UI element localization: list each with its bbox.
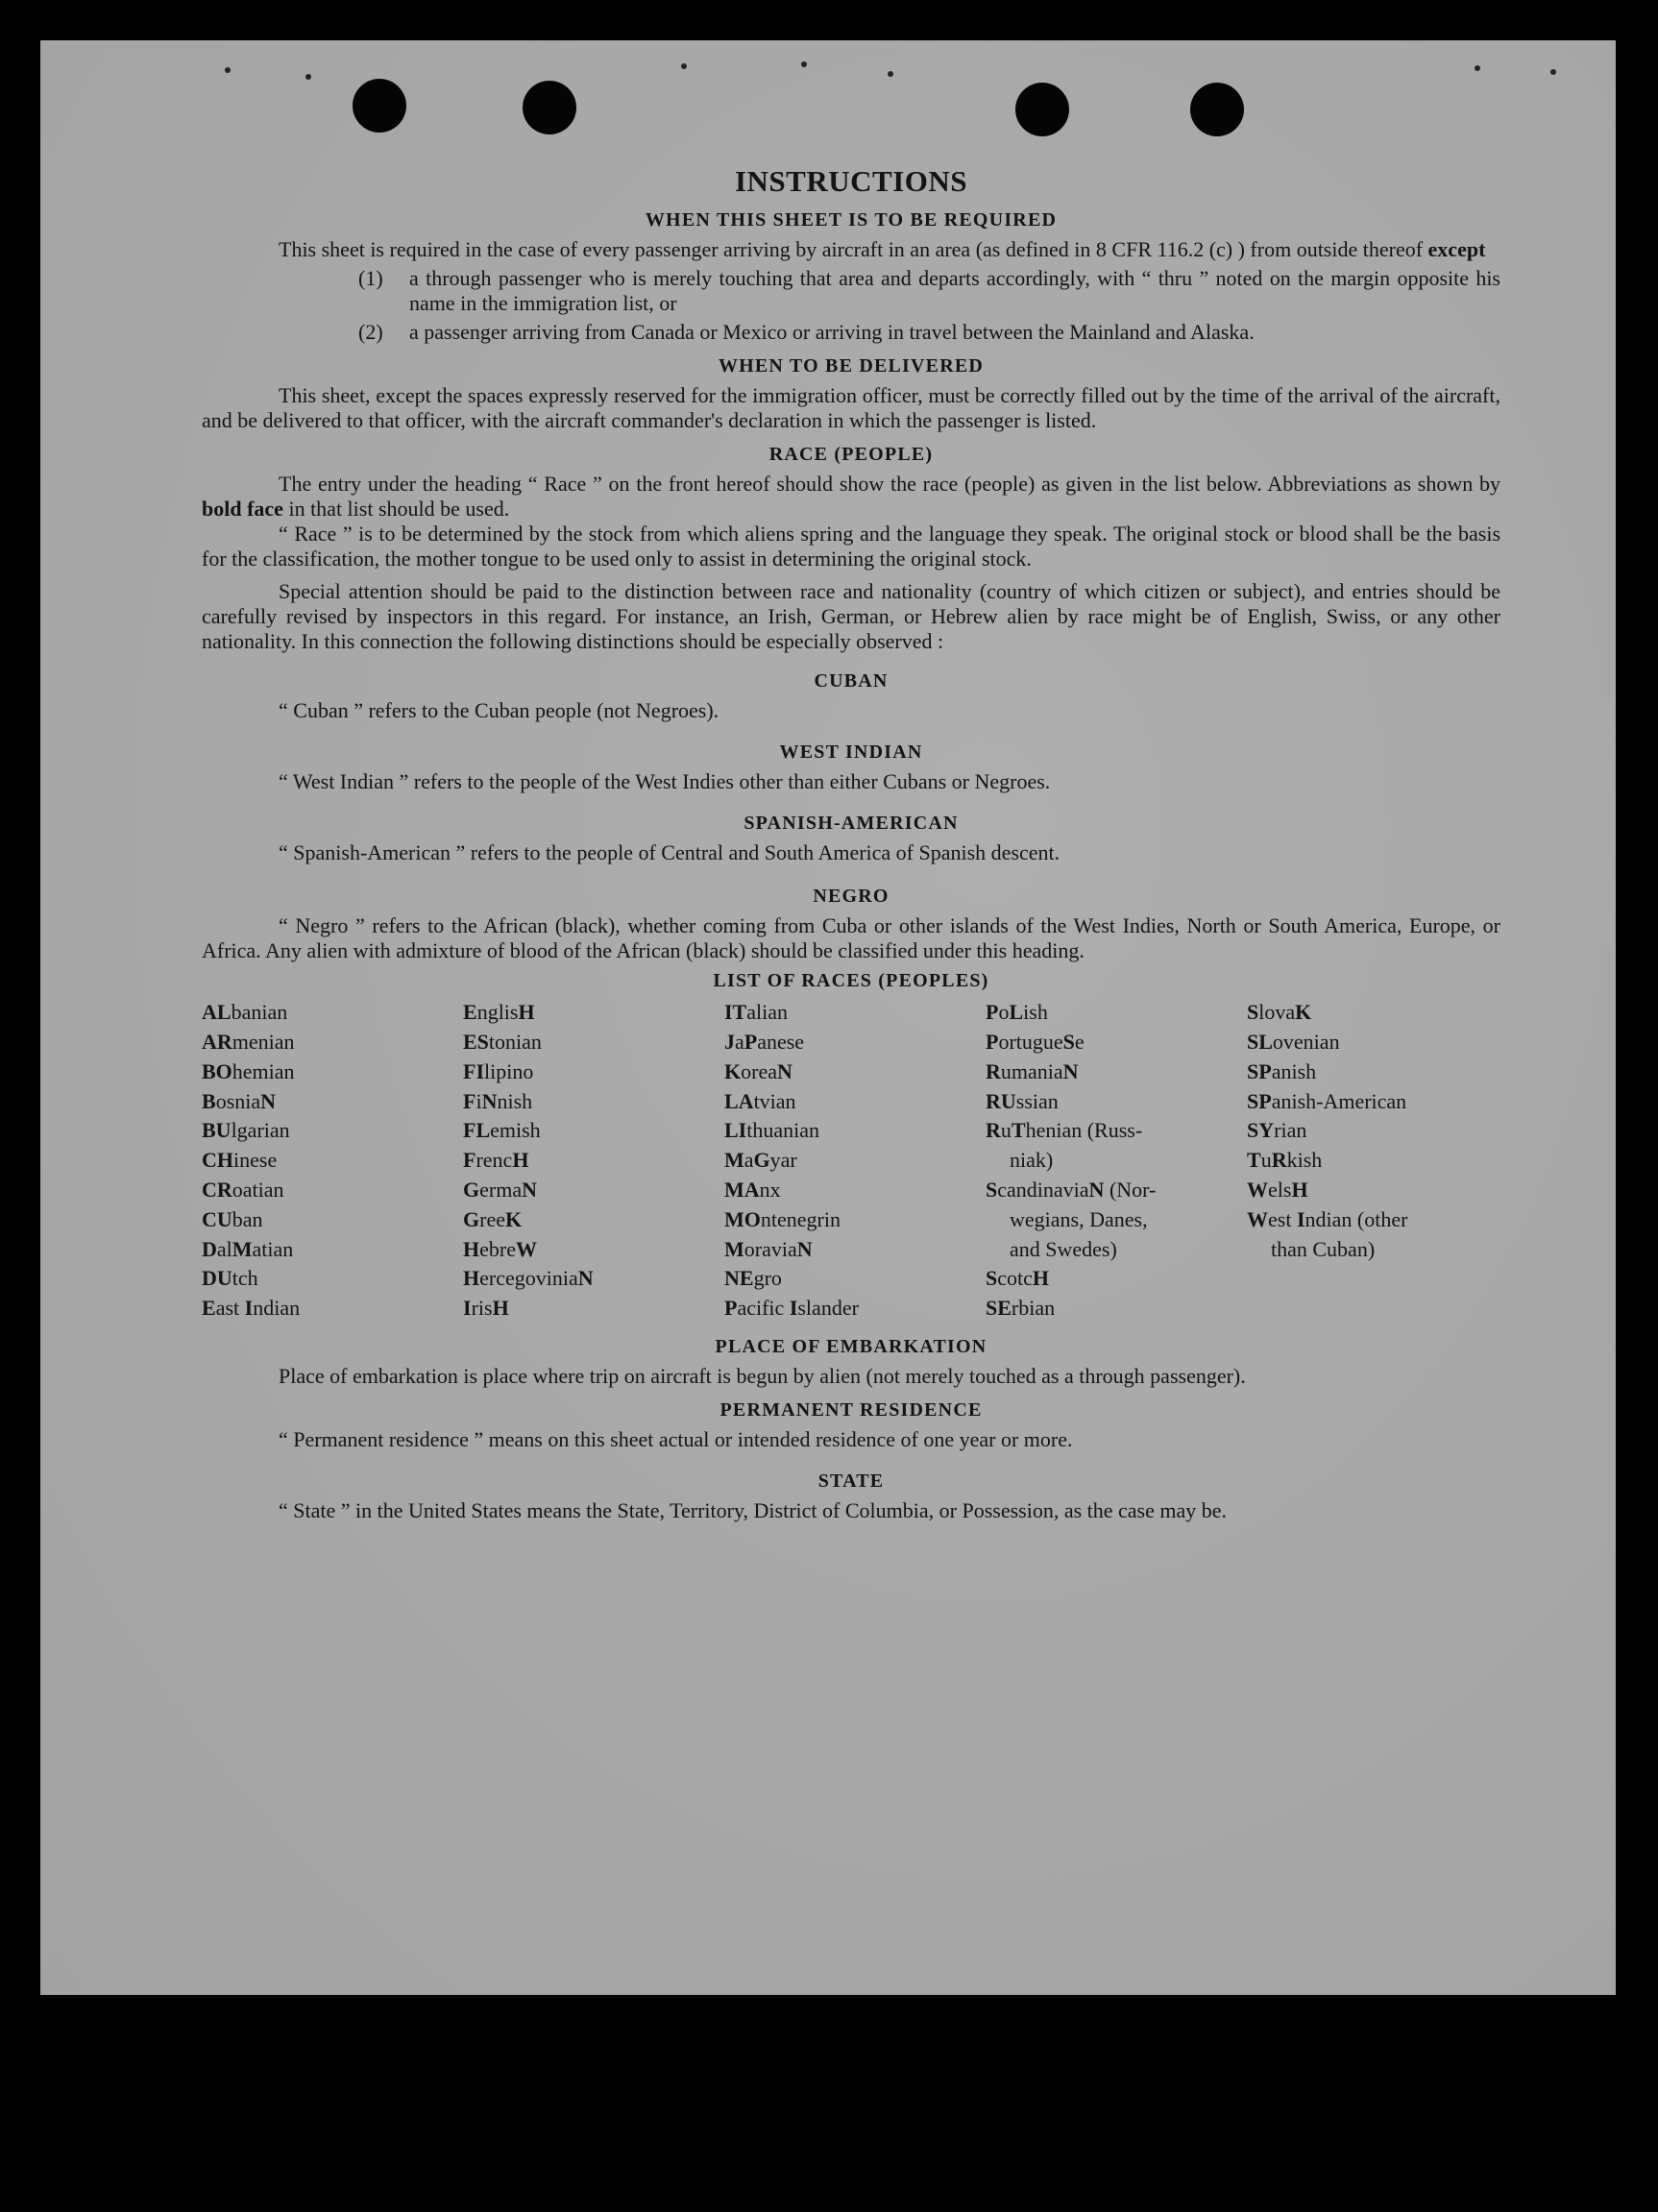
race-abbrev: I <box>463 1296 472 1321</box>
bold-text: except <box>1427 237 1486 262</box>
race-abbrev: N <box>1088 1177 1105 1202</box>
race-rest: orea <box>741 1058 777 1083</box>
race-abbrev: N <box>522 1177 537 1202</box>
race-abbrev: MO <box>724 1206 761 1231</box>
race-entry <box>463 1176 724 1205</box>
section-heading: WHEN TO BE DELIVERED <box>718 355 985 377</box>
race-abbrev: I <box>1296 1206 1305 1231</box>
race-entry <box>986 1028 1247 1057</box>
race-abbrev: W <box>1247 1206 1268 1231</box>
race-abbrev: SL <box>1247 1029 1273 1054</box>
race-rest: u <box>1000 1118 1012 1143</box>
paper-speck <box>681 63 687 69</box>
race-rest: henian (Russ- <box>1025 1118 1143 1143</box>
race-abbrev: M <box>232 1236 253 1261</box>
race-rest: ish <box>1023 1000 1048 1025</box>
race-abbrev: N <box>481 1088 498 1113</box>
race-rest: anish <box>1271 1058 1317 1083</box>
paper-speck <box>305 74 311 80</box>
race-entry <box>724 1146 986 1176</box>
race-abbrev: W <box>1247 1177 1268 1202</box>
race-column <box>986 998 1247 1324</box>
race-abbrev: BU <box>202 1118 232 1143</box>
race-entry <box>463 1264 724 1294</box>
race-rest: ast <box>215 1296 245 1321</box>
race-entry <box>986 1264 1247 1294</box>
race-abbrev: E <box>202 1296 216 1321</box>
race-abbrev: G <box>463 1177 480 1202</box>
race-abbrev: BO <box>202 1058 232 1083</box>
section-heading: PLACE OF EMBARKATION <box>715 1335 987 1357</box>
race-rest: nx <box>759 1177 781 1202</box>
race-abbrev: P <box>986 1029 999 1054</box>
race-entry <box>202 998 463 1028</box>
race-rest: emish <box>490 1118 541 1143</box>
section-heading: SPANISH-AMERICAN <box>744 813 959 835</box>
race-rest: ebre <box>479 1236 516 1261</box>
race-entry <box>1247 1116 1500 1146</box>
race-rest: erma <box>479 1177 523 1202</box>
race-entry <box>1247 1087 1500 1117</box>
race-rest: inese <box>233 1148 278 1173</box>
paper-speck <box>801 61 807 67</box>
race-rest: lova <box>1258 1000 1296 1025</box>
paper-speck <box>888 71 893 77</box>
race-rest: al <box>216 1236 232 1261</box>
race-abbrev: CU <box>202 1206 232 1231</box>
paragraph-text: This sheet is required in the case of every passenger arriving by aircraft in an area (as defined in 8 CFR 116.2 (c) ) from outside thereof <box>279 237 1424 262</box>
race-rest: ndian (other <box>1304 1206 1408 1231</box>
race-rest: lipino <box>484 1058 534 1083</box>
race-abbrev: FI <box>463 1058 484 1083</box>
race-entry-continued: than Cuban) <box>1271 1236 1376 1261</box>
race-abbrev: E <box>463 1000 477 1025</box>
race-rest: renc <box>475 1148 513 1173</box>
race-list <box>202 998 1500 1324</box>
race-entry <box>986 1294 1247 1324</box>
paragraph: “ Negro ” refers to the African (black), whether coming from Cuba or other islands of the West Indies, North or South America, Europe, or Africa. Any alien with admixture of blood of the African (black) should be classified under this heading. <box>202 913 1500 963</box>
race-abbrev: G <box>463 1206 480 1231</box>
race-column <box>202 998 463 1324</box>
race-abbrev: AR <box>202 1029 232 1054</box>
race-abbrev: T <box>1247 1148 1261 1173</box>
race-abbrev: J <box>724 1029 735 1054</box>
race-entry <box>463 1028 724 1057</box>
race-rest: tch <box>232 1266 258 1291</box>
race-entry <box>1247 998 1500 1028</box>
race-entry <box>724 1205 986 1235</box>
race-abbrev: CR <box>202 1177 232 1202</box>
race-rest: tonian <box>488 1029 542 1054</box>
paragraph: “ Cuban ” refers to the Cuban people (not Negroes). <box>279 698 719 723</box>
race-abbrev: W <box>515 1236 537 1261</box>
race-entry <box>202 1057 463 1087</box>
race-rest: alian <box>746 1000 789 1025</box>
race-rest: anish-American <box>1271 1088 1407 1113</box>
race-rest: yar <box>769 1148 797 1173</box>
paragraph-text: in that list should be used. <box>288 497 510 522</box>
race-abbrev: P <box>724 1296 738 1321</box>
race-entry <box>202 1235 463 1265</box>
race-rest: ris <box>471 1296 493 1321</box>
race-abbrev: H <box>463 1266 480 1291</box>
race-rest: nglis <box>476 1000 519 1025</box>
section-heading: LIST OF RACES (PEOPLES) <box>713 970 989 992</box>
race-entry <box>986 1057 1247 1087</box>
race-entry <box>1247 1205 1500 1235</box>
race-rest: gro <box>753 1266 782 1291</box>
paragraph: “ Spanish-American ” refers to the people of Central and South America of Spanish descent. <box>279 840 1061 865</box>
document-page <box>40 40 1616 1995</box>
race-abbrev: R <box>1271 1148 1287 1173</box>
paragraph <box>202 237 1500 262</box>
race-abbrev: L <box>1009 1000 1024 1025</box>
race-rest: ntenegrin <box>760 1206 841 1231</box>
race-abbrev: K <box>724 1058 742 1083</box>
race-entry <box>724 1028 986 1057</box>
section-heading: RACE (PEOPLE) <box>768 444 934 466</box>
race-entry <box>986 1116 1247 1146</box>
race-abbrev: H <box>463 1236 480 1261</box>
race-entry <box>463 1294 724 1324</box>
section-heading: WHEN THIS SHEET IS TO BE REQUIRED <box>645 209 1058 231</box>
list-item <box>358 266 1500 316</box>
paragraph: “ West Indian ” refers to the people of the West Indies other than either Cubans or Negroes. <box>279 769 1051 794</box>
race-entry <box>463 998 724 1028</box>
race-entry <box>202 1146 463 1176</box>
race-rest: umania <box>1000 1058 1063 1083</box>
race-entry <box>463 1235 724 1265</box>
race-abbrev: RU <box>986 1088 1016 1113</box>
race-entry <box>463 1205 724 1235</box>
paper-speck <box>1475 65 1480 71</box>
race-entry <box>202 1116 463 1146</box>
race-abbrev: I <box>789 1296 798 1321</box>
paragraph: Place of embarkation is place where trip on aircraft is begun by alien (not merely touched as a through passenger). <box>279 1363 1246 1388</box>
race-abbrev: T <box>1011 1118 1026 1143</box>
race-entry <box>986 998 1247 1028</box>
race-rest: ndian <box>253 1296 301 1321</box>
paragraph-text: The entry under the heading “ Race ” on the front hereof should show the race (people) as given in the list below. Abbreviations as shown by <box>279 472 1500 497</box>
race-entry <box>986 1087 1247 1117</box>
race-entry <box>463 1116 724 1146</box>
paper-speck <box>1550 69 1556 75</box>
race-rest: atian <box>252 1236 294 1261</box>
race-abbrev: H <box>518 1000 535 1025</box>
race-abbrev: S <box>986 1177 998 1202</box>
race-entry <box>202 1205 463 1235</box>
race-abbrev: D <box>202 1236 217 1261</box>
race-abbrev: N <box>1062 1058 1079 1083</box>
race-rest: e <box>1074 1029 1085 1054</box>
race-abbrev: N <box>577 1266 594 1291</box>
race-rest: osnia <box>215 1088 261 1113</box>
race-abbrev: P <box>986 1000 999 1025</box>
punch-hole <box>1015 83 1069 136</box>
race-rest: anese <box>757 1029 805 1054</box>
race-abbrev: N <box>776 1058 792 1083</box>
race-abbrev: N <box>260 1088 277 1113</box>
race-abbrev: F <box>463 1088 476 1113</box>
race-rest: nish <box>497 1088 533 1113</box>
race-entry <box>724 1057 986 1087</box>
race-rest: ovenian <box>1272 1029 1340 1054</box>
instructions-text <box>202 163 1500 1523</box>
race-abbrev: B <box>202 1088 216 1113</box>
race-abbrev: DU <box>202 1266 232 1291</box>
bold-text: bold face <box>202 497 283 522</box>
paragraph: “ Permanent residence ” means on this sheet actual or intended residence of one year or more. <box>279 1426 1073 1451</box>
race-rest: oravia <box>744 1236 797 1261</box>
race-abbrev: F <box>463 1148 476 1173</box>
race-entry <box>724 1294 986 1324</box>
section-heading: CUBAN <box>814 670 889 693</box>
race-rest: ban <box>232 1206 263 1231</box>
race-abbrev: H <box>492 1296 509 1321</box>
race-abbrev: IT <box>724 1000 747 1025</box>
race-abbrev: NE <box>724 1266 754 1291</box>
race-abbrev: LI <box>724 1118 747 1143</box>
section-heading: STATE <box>817 1470 885 1492</box>
punch-hole <box>1190 83 1244 136</box>
race-abbrev: G <box>753 1148 770 1173</box>
race-entry <box>1247 1057 1500 1087</box>
race-entry-continued: wegians, Danes, <box>1010 1206 1148 1231</box>
race-rest: acific <box>737 1296 790 1321</box>
section-heading: PERMANENT RESIDENCE <box>719 1398 983 1421</box>
race-rest: rian <box>1274 1118 1307 1143</box>
race-entry <box>202 1087 463 1117</box>
race-entry <box>463 1146 724 1176</box>
race-rest: oatian <box>232 1177 284 1202</box>
race-abbrev: K <box>504 1206 523 1231</box>
race-abbrev: SY <box>1247 1118 1275 1143</box>
race-rest: menian <box>232 1029 295 1054</box>
race-abbrev: M <box>724 1236 744 1261</box>
page-title: INSTRUCTIONS <box>734 164 967 198</box>
race-entry <box>724 998 986 1028</box>
race-abbrev: H <box>512 1148 529 1173</box>
race-abbrev: FL <box>463 1118 491 1143</box>
race-rest: ercegovinia <box>479 1266 578 1291</box>
race-entry <box>202 1294 463 1324</box>
race-entry <box>724 1235 986 1265</box>
race-rest: kish <box>1286 1148 1323 1173</box>
race-rest: candinavia <box>997 1177 1089 1202</box>
race-rest: (Nor- <box>1104 1177 1157 1202</box>
punch-hole <box>523 81 576 134</box>
race-abbrev: I <box>244 1296 254 1321</box>
race-abbrev: S <box>986 1266 998 1291</box>
race-rest: tvian <box>753 1088 796 1113</box>
race-entry <box>202 1028 463 1057</box>
race-rest: hemian <box>232 1058 295 1083</box>
race-entry <box>463 1087 724 1117</box>
paragraph <box>202 472 1500 522</box>
race-entry <box>724 1176 986 1205</box>
paragraph: “ Race ” is to be determined by the stock from which aliens spring and the language they speak. The original stock or blood shall be the basis for the classification, the mother tongue to be used only to assist in determining the original stock. <box>202 522 1500 571</box>
race-abbrev: S <box>1062 1029 1075 1054</box>
paper-speck <box>225 67 231 73</box>
race-abbrev: S <box>1247 1000 1259 1025</box>
race-abbrev: AL <box>202 1000 232 1025</box>
paragraph: “ State ” in the United States means the State, Territory, District of Columbia, or Possession, as the case may be. <box>279 1497 1228 1522</box>
item-text: a through passenger who is merely touching that area and departs accordingly, with “ thru ” noted on the margin opposite his name in the immigration list, or <box>409 266 1500 316</box>
race-rest: o <box>998 1000 1010 1025</box>
race-entry <box>724 1087 986 1117</box>
race-rest: rbian <box>1011 1296 1056 1321</box>
race-rest: slander <box>797 1296 859 1321</box>
race-column <box>724 998 986 1324</box>
race-rest: a <box>735 1029 744 1054</box>
race-entry <box>463 1057 724 1087</box>
race-rest: ssian <box>1015 1088 1059 1113</box>
race-abbrev: R <box>986 1118 1001 1143</box>
race-abbrev: H <box>1291 1177 1308 1202</box>
race-column <box>1247 998 1500 1324</box>
race-column <box>463 998 724 1324</box>
race-entry <box>202 1176 463 1205</box>
race-entry <box>1247 1176 1500 1205</box>
race-rest: i <box>475 1088 482 1113</box>
race-entry <box>986 1176 1247 1205</box>
race-abbrev: R <box>986 1058 1001 1083</box>
list-item <box>358 320 1500 345</box>
race-rest: banian <box>231 1000 288 1025</box>
race-abbrev: SP <box>1247 1058 1272 1083</box>
race-abbrev: K <box>1295 1000 1312 1025</box>
race-abbrev: LA <box>724 1088 754 1113</box>
paragraph: Special attention should be paid to the distinction between race and nationality (country of which citizen or subject), and entries should be carefully revised by inspectors in this regard. For instance, an Irish, German, or Hebrew alien by race might be of English, Swiss, or any other nationality. In this connection the following distinctions should be especially observed : <box>202 579 1500 654</box>
race-abbrev: N <box>796 1236 813 1261</box>
section-heading: NEGRO <box>813 886 890 908</box>
race-entry <box>724 1116 986 1146</box>
race-rest: ortugue <box>998 1029 1063 1054</box>
item-number: (2) <box>358 320 383 345</box>
item-number: (1) <box>358 266 383 291</box>
race-rest: lgarian <box>231 1118 290 1143</box>
race-entry <box>1247 1028 1500 1057</box>
race-abbrev: P <box>744 1029 758 1054</box>
race-entry <box>202 1264 463 1294</box>
race-rest: els <box>1268 1177 1292 1202</box>
race-entry-continued: niak) <box>1010 1148 1054 1173</box>
race-abbrev: SP <box>1247 1088 1272 1113</box>
race-rest: a <box>744 1148 754 1173</box>
race-entry <box>1247 1146 1500 1176</box>
punch-hole <box>353 79 406 133</box>
paragraph: This sheet, except the spaces expressly reserved for the immigration officer, must be correctly filled out by the time of the arrival of the aircraft, and be delivered to that officer, with the aircraft commander's declaration in which the passenger is listed. <box>202 383 1500 433</box>
race-rest: cotc <box>997 1266 1033 1291</box>
section-heading: WEST INDIAN <box>779 741 923 764</box>
race-abbrev: MA <box>724 1177 760 1202</box>
race-abbrev: M <box>724 1148 744 1173</box>
race-abbrev: CH <box>202 1148 233 1173</box>
race-entry <box>724 1264 986 1294</box>
item-text: a passenger arriving from Canada or Mexico or arriving in travel between the Mainland and Alaska. <box>409 320 1255 345</box>
race-rest: u <box>1260 1148 1272 1173</box>
race-entry-continued: and Swedes) <box>1010 1236 1117 1261</box>
race-rest: ree <box>479 1206 505 1231</box>
race-abbrev: ES <box>463 1029 489 1054</box>
race-abbrev: H <box>1032 1266 1050 1291</box>
race-rest: est <box>1268 1206 1297 1231</box>
race-abbrev: SE <box>986 1296 1012 1321</box>
race-rest: thuanian <box>746 1118 820 1143</box>
